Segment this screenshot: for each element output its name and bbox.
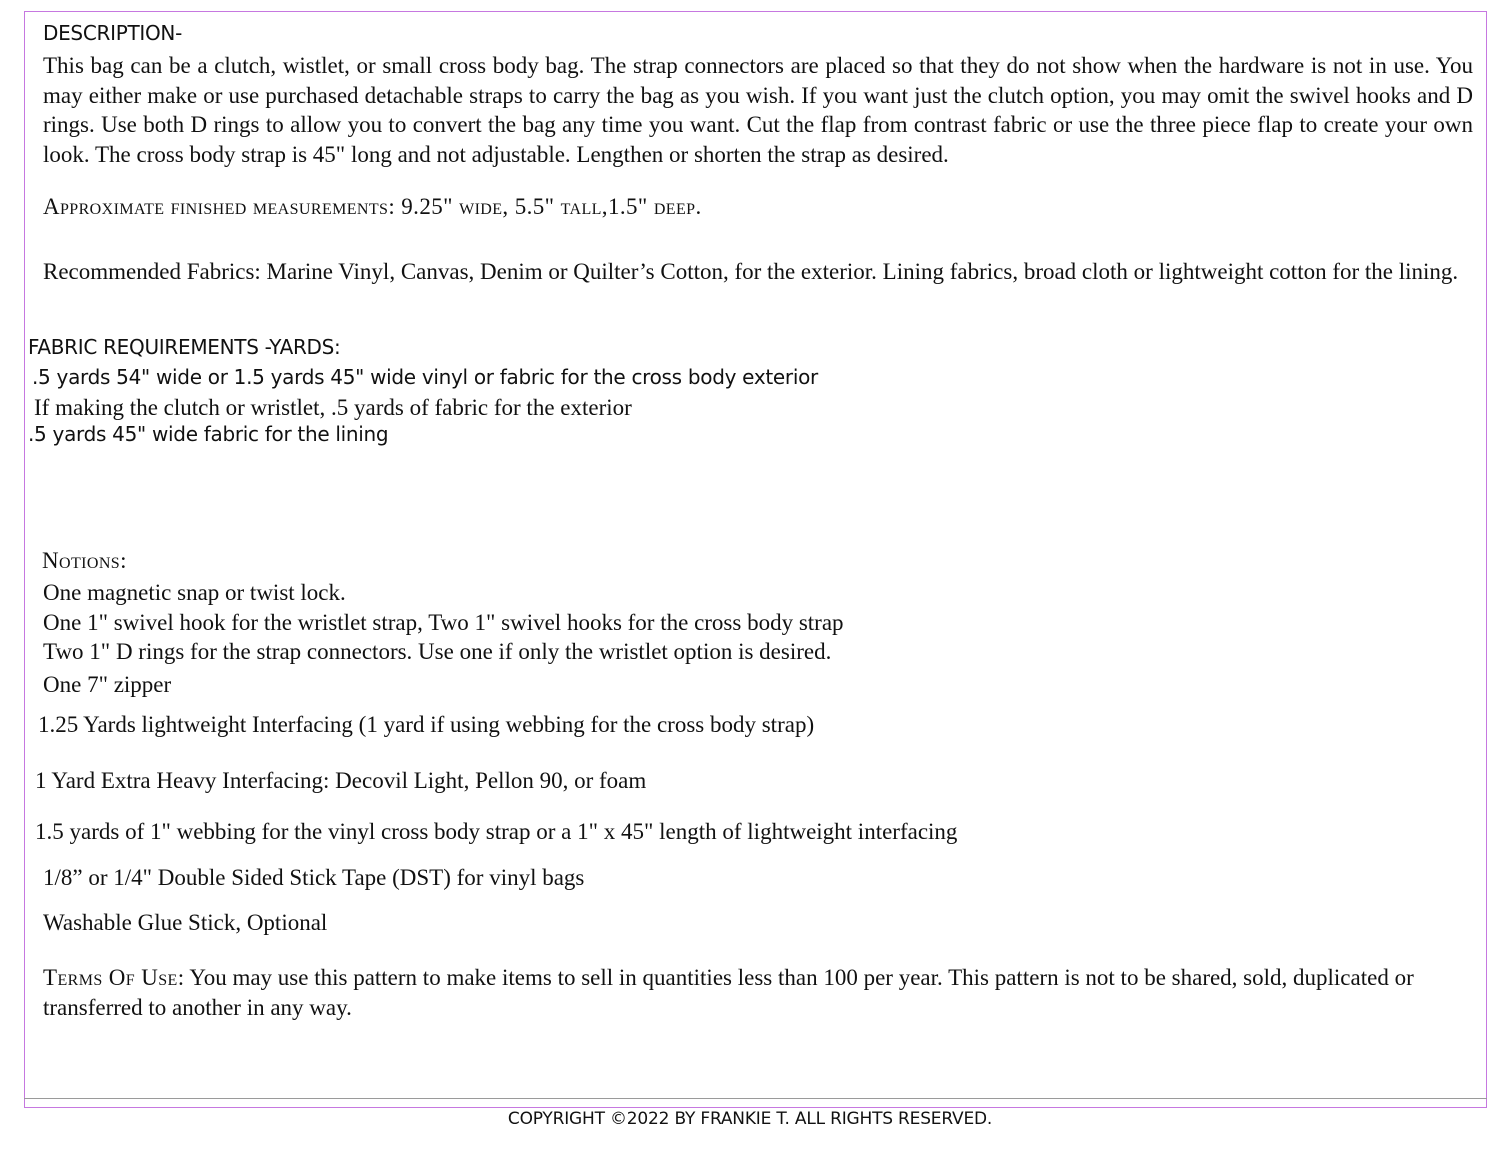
recommended-fabrics: Recommended Fabrics: Marine Vinyl, Canvas, Denim or Quilter’s Cotton, for the exterior. Lining fabrics, broad cloth or lightweight cotton for the lining.: [43, 259, 1459, 284]
terms-of-use: [43, 963, 1471, 1022]
fabric-requirement-item: .5 yards 54" wide or 1.5 yards 45" wide vinyl or fabric for the cross body exterior: [32, 365, 818, 389]
notion-item: One magnetic snap or twist lock.: [43, 580, 346, 605]
page-border: [24, 11, 1487, 1108]
notion-item: 1 Yard Extra Heavy Interfacing: Decovil Light, Pellon 90, or foam: [35, 768, 647, 793]
notions-heading: Notions:: [42, 548, 127, 573]
description-heading: DESCRIPTION-: [43, 21, 182, 45]
fabric-requirements-heading: FABRIC REQUIREMENTS -YARDS:: [28, 335, 341, 359]
notion-item: 1.25 Yards lightweight Interfacing (1 yard if using webbing for the cross body strap): [38, 712, 815, 737]
fabric-requirement-item: .5 yards 45" wide fabric for the lining: [28, 422, 389, 446]
terms-of-use-body: You may use this pattern to make items to sell in quantities less than 100 per year. This pattern is not to be shared, sold, duplicated or transferred to another in any way.: [43, 965, 1414, 1020]
fabric-requirement-item: If making the clutch or wristlet, .5 yards of fabric for the exterior: [34, 395, 632, 420]
notion-item: Washable Glue Stick, Optional: [43, 910, 328, 935]
footer-divider: [24, 1098, 1487, 1099]
notion-item: 1.5 yards of 1" webbing for the vinyl cross body strap or a 1" x 45" length of lightweight interfacing: [35, 819, 958, 844]
description-body: This bag can be a clutch, wistlet, or small cross body bag. The strap connectors are placed so that they do not show when the hardware is not in use. You may either make or use purchased detachable straps to carry the bag as you wish. If you want just the clutch option, you may omit the swivel hooks and D rings. Use both D rings to allow you to convert the bag any time you want. Cut the flap from contrast fabric or use the three piece flap to create your own look. The cross body strap is 45" long and not adjustable. Lengthen or shorten the strap as desired.: [43, 53, 1473, 167]
terms-of-use-label: Terms Of Use:: [43, 965, 185, 990]
notion-item: One 7" zipper: [43, 672, 172, 697]
notion-item: 1/8” or 1/4" Double Sided Stick Tape (DST) for vinyl bags: [43, 865, 585, 890]
notion-item: Two 1" D rings for the strap connectors. Use one if only the wristlet option is desired.: [43, 639, 832, 664]
copyright-notice: COPYRIGHT ©2022 BY FRANKIE T. ALL RIGHTS RESERVED.: [507, 1109, 993, 1129]
finished-measurements: Approximate finished measurements: 9.25" wide, 5.5" tall,1.5" deep.: [43, 194, 702, 219]
notion-item: One 1" swivel hook for the wristlet strap, Two 1" swivel hooks for the cross body strap: [43, 610, 844, 635]
